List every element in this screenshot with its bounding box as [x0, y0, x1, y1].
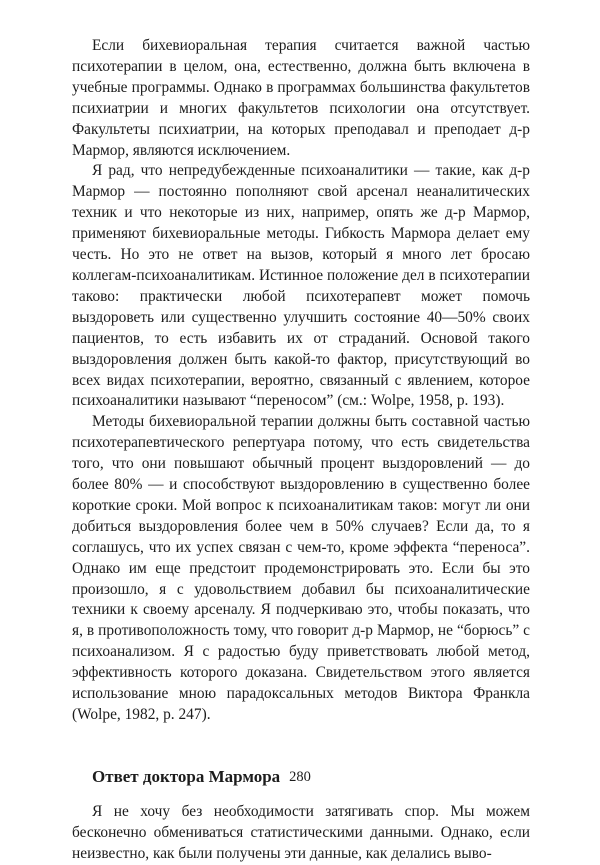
page-body [72, 36, 530, 865]
section-paragraph: Я не хочу без необходимости затягивать спор. Мы можем бесконечно обмениваться статистическими данными. Однако, если неизвестно, как были получены эти данные, как делались выво- [72, 802, 530, 862]
body-paragraph: Если бихевиоральная терапия считается важной частью психотерапии в целом, она, естественно, должна быть включена в учебные программы. Однако в программах большинства факультетов психиатрии и многих факультетов психологии она отсутствует. Факультеты психиатрии, на которых преподавал и преподает д-р Мармор, являются исключением. [72, 37, 530, 159]
body-paragraph: Методы бихевиоральной терапии должны быть составной частью психотерапевтического репертуара потому, что есть свидетельства того, что они повышают обычный процент выздоровлений — до более 80% — и способствуют выздоровлению в существенно более короткие сроки. Мой вопрос к психоаналитикам таков: могут ли они добиться выздоровления более чем в 50% случаев? Если да, то я соглашусь, что их успех связан с чем-то, кроме эффекта “переноса”. Однако им еще предстоит продемонстрировать это. Если бы это произошло, я с удовольствием добавил бы психоаналитические техники к своему арсеналу. Я подчеркиваю это, чтобы показать, что я, в противоположность тому, что говорит д-р Мармор, не “борюсь” с психоанализом. Я с радостью буду приветствовать любой метод, эффективность которого доказана. Свидетельством этого является использование мною парадоксальных методов Виктора Франкла (Wolpe, 1982, p. 247). [72, 413, 530, 723]
page-number: 280 [289, 769, 311, 785]
section-heading: Ответ доктора Мармора [92, 766, 281, 786]
body-paragraph: Я рад, что непредубежденные психоаналитики — такие, как д-р Мармор — постоянно пополняют свой арсенал неаналитических техник и что некоторые из них, например, опять же д-р Мармор, применяют бихевиоральные методы. Гибкость Мармора делает ему честь. Но это не ответ на вызов, который я много лет бросаю коллегам-психоаналитикам. Истинное положение дел в психотерапии таково: практически любой психотерапевт может помочь выздороветь или существенно улучшить состояние 40—50% своих пациентов, то есть избавить их от страданий. Основой такого выздоровления должен быть какой-то фактор, присутствующий во всех видах психотерапии, вероятно, связанный с явлением, которое психоаналитики называют “переносом” (см.: Wolpe, 1958, p. 193). [72, 162, 530, 410]
